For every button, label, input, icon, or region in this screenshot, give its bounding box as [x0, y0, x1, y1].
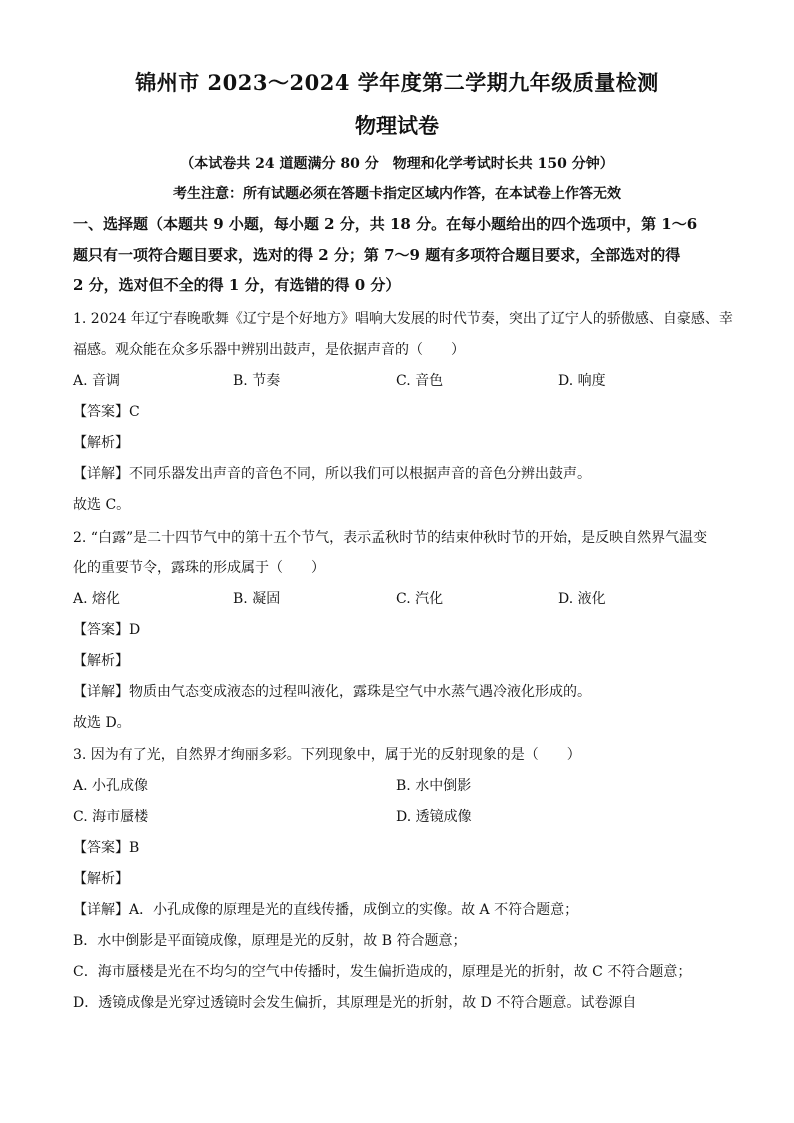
q1-option-d: D. 响度	[558, 373, 606, 389]
q3-detail-line-3: C．海市蜃楼是光在不均匀的空气中传播时，发生偏折造成的，原理是光的折射，故 C 不符合题意；	[73, 964, 692, 980]
q1-conclusion: 故选 C。	[73, 497, 131, 513]
q3-option-a: A. 小孔成像	[73, 778, 149, 794]
q3-option-b: B. 水中倒影	[396, 778, 472, 794]
q3-detail-line-4: D．透镜成像是光穿过透镜时会发生偏折，其原理是光的折射，故 D 不符合题意。试卷源自	[73, 995, 637, 1011]
q1-stem-line-2: 福感。观众能在众多乐器中辨别出鼓声，是依据声音的（ ）	[73, 342, 465, 358]
q2-option-c: C. 汽化	[396, 591, 444, 607]
q2-option-b: B. 凝固	[233, 591, 281, 607]
q1-option-c: C. 音色	[396, 373, 444, 389]
q2-detail: 【详解】物质由气态变成液态的过程叫液化，露珠是空气中水蒸气遇冷液化形成的。	[73, 684, 591, 700]
q1-answer: 【答案】C	[73, 404, 140, 420]
q2-answer: 【答案】D	[73, 622, 141, 638]
section-instructions-line-1: 一、选择题（本题共 9 小题，每小题 2 分，共 18 分。在每小题给出的四个选项中，第 1～6	[73, 215, 698, 233]
q2-option-d: D. 液化	[558, 591, 606, 607]
q2-stem-line-1: 2. “白露”是二十四节气中的第十五个节气，表示孟秋时节的结束仲秋时节的开始，是反映自然界气温变	[73, 530, 708, 546]
exam-info-note: （本试卷共 24 道题满分 80 分 物理和化学考试时长共 150 分钟）	[180, 156, 614, 172]
q3-option-d: D. 透镜成像	[396, 809, 472, 825]
q2-analysis-label: 【解析】	[73, 653, 129, 669]
q2-stem-line-2: 化的重要节令，露珠的形成属于（ ）	[73, 560, 325, 576]
q2-option-a: A. 熔化	[73, 591, 121, 607]
q3-answer: 【答案】B	[73, 840, 140, 856]
q3-detail-line-2: B．水中倒影是平面镜成像，原理是光的反射，故 B 符合题意；	[73, 933, 467, 949]
q1-analysis-label: 【解析】	[73, 435, 129, 451]
q2-conclusion: 故选 D。	[73, 715, 131, 731]
exam-title: 锦州市 2023～2024 学年度第二学期九年级质量检测	[135, 70, 659, 95]
q1-detail: 【详解】不同乐器发出声音的音色不同，所以我们可以根据声音的音色分辨出鼓声。	[73, 466, 591, 482]
section-instructions-line-2: 题只有一项符合题目要求，选对的得 2 分；第 7～9 题有多项符合题目要求，全部选对的得	[73, 246, 681, 264]
q1-stem-line-1: 1. 2024 年辽宁春晚歌舞《辽宁是个好地方》唱响大发展的时代节奏，突出了辽宁人的骄傲感、自豪感、幸	[73, 311, 733, 327]
q3-detail-line-1: 【详解】A．小孔成像的原理是光的直线传播，成倒立的实像。故 A 不符合题意；	[73, 902, 579, 918]
exam-subtitle: 物理试卷	[355, 113, 439, 138]
q3-stem-line-1: 3. 因为有了光，自然界才绚丽多彩。下列现象中，属于光的反射现象的是（ ）	[73, 747, 581, 763]
exam-warning-note: 考生注意：所有试题必须在答题卡指定区域内作答，在本试卷上作答无效	[173, 186, 621, 202]
q1-option-a: A. 音调	[73, 373, 121, 389]
q3-option-c: C. 海市蜃楼	[73, 809, 149, 825]
section-instructions-line-3: 2 分，选对但不全的得 1 分，有选错的得 0 分）	[73, 276, 401, 294]
q1-option-b: B. 节奏	[233, 373, 281, 389]
q3-analysis-label: 【解析】	[73, 871, 129, 887]
